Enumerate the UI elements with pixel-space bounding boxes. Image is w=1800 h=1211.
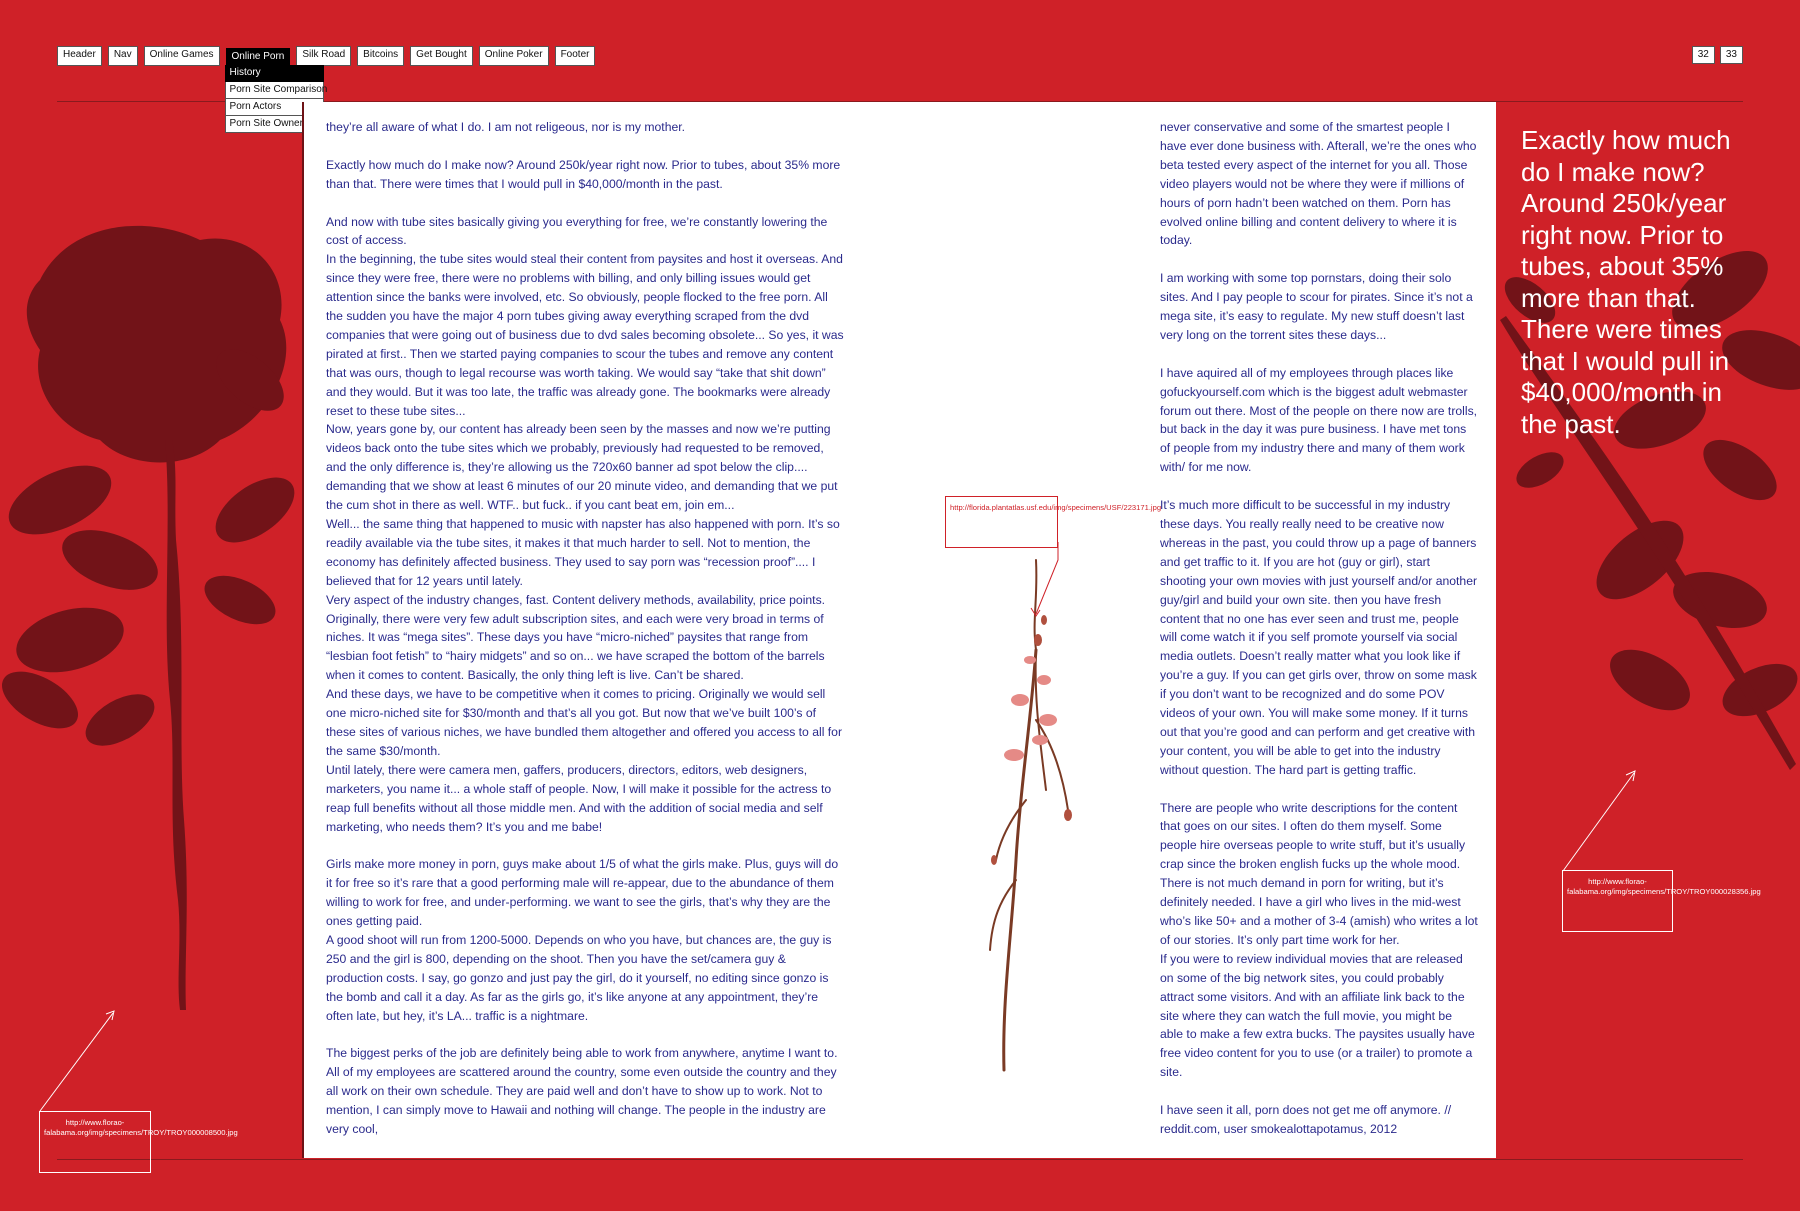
article-paragraph: I have seen it all, porn does not get me off anymore. // reddit.com, user smokealottapotamus, 2012 xyxy=(1160,1103,1452,1136)
article-paragraph: The biggest perks of the job are definitely being able to work from anywhere, anytime I want to. All of my employees are scattered around the country, some even outside the country and they all work on their own schedule. They are paid well and don’t have to show up to work. Not to mention, I can simply move to Hawaii and nothing will change. The people in the industry are very cool, xyxy=(326,1046,838,1136)
article-paragraph: they’re all aware of what I do. I am not religeous, nor is my mother. xyxy=(326,120,686,134)
article-column-right xyxy=(1160,118,1478,1139)
article-paragraph: Now, years gone by, our content has already been seen by the masses and now we’re putting videos back onto the tube sites which we probably, previously had requested to be removed, and the only difference is, they’re allowing us the 720x60 banner ad spot below the clip.... demanding that we show at least 6 minutes of our 20 minute video, and demanding that we put the cum shot in there as well. WTF.. but fuck.. if you cant beat em, join em... xyxy=(326,422,838,513)
section-nav xyxy=(57,46,595,129)
pull-quote: Exactly how much do I make now? Around 250k/year right now. Prior to tubes, about 35% more than that. There were times that I would pull in $40,000/month in the past. xyxy=(1521,125,1731,439)
nav-nav[interactable]: Nav xyxy=(108,46,138,66)
nav-get-bought[interactable]: Get Bought xyxy=(410,46,473,66)
center-image-caption: http://florida.plantatlas.usf.edu/img/specimens/USF/223171.jpg xyxy=(945,496,1058,548)
article-paragraph: I am working with some top pornstars, doing their solo sites. And I pay people to scour for pirates. Since it’s not a mega site, it’s easy to regulate. My new stuff doesn’t last very long on the torrent sites these days... xyxy=(1160,271,1473,342)
bottom-rule xyxy=(57,1159,1743,1160)
article-paragraph: Until lately, there were camera men, gaffers, producers, directors, editors, web designers, marketers, you name it... a whole staff of people. Now, I will make it possible for the actress to reap full benefits without all those middle men. And with the addition of social media and self marketing, who needs them? It’s you and me babe! xyxy=(326,762,832,834)
article-paragraph: Exactly how much do I make now? Around 250k/year right now. Prior to tubes, about 35% more than that. There were times that I would pull in $40,000/month in the past. xyxy=(326,157,841,191)
article-paragraph: Girls make more money in porn, guys make about 1/5 of what the girls make. Plus, guys will do it for free so it’s rare that a good performing male will re-appear, due to the abundance of them willing to work for free, and under-performing. we want to see the girls, that’s why they are the ones getting paid. xyxy=(326,857,839,929)
right-image-caption: http://www.florao-falabama.org/img/specimens/TROY/TROY000028356.jpg xyxy=(1562,870,1673,932)
article-paragraph: Well... the same thing that happened to music with napster has also happened with porn. It’s so readily available via the tube sites, it makes it that much harder to sell. Not to mention, the economy has definitely affected business. They used to say porn was “recession proof”.... I believed that for 12 years until lately. xyxy=(326,517,840,588)
article-paragraph: And now with tube sites basically giving you everything for free, we’re constantly lowering the cost of access. xyxy=(326,214,828,248)
article-paragraph: never conservative and some of the smartest people I have ever done business with. Afterall, we’re the ones who beta tested every aspect of the internet for you all. Those video players would not be where they were if millions of hours of porn hadn’t been watched on them. Porn has evolved online billing and content delivery to where it is today. xyxy=(1160,120,1477,248)
rose-silhouette-left xyxy=(0,226,306,1010)
nav-bitcoins[interactable]: Bitcoins xyxy=(357,46,404,66)
nav-header[interactable]: Header xyxy=(57,46,102,66)
dropdown-item-history[interactable]: History xyxy=(225,65,324,82)
article-paragraph: There are people who write descriptions for the content that goes on our sites. I often do them myself. Some people hire overseas people to write stuff, but it’s usually crap since the broken english fucks up the whole mood. There is not much demand in porn for writing, but it’s definitely needed. I have a girl who lives in the mid-west who’s like 50+ and a mother of 3-4 (amish) who writes a lot of our stories. It’s only part time work for her. xyxy=(1160,800,1478,947)
nav-online-porn[interactable]: Online Porn xyxy=(226,48,291,66)
dropdown-item-porn-site-comparison[interactable]: Porn Site Comparison xyxy=(225,82,324,99)
article-paragraph: If you were to review individual movies that are released on some of the big network sites, you could probably attract some visitors. And with an affiliate link back to the site where they can watch the full movie, you might be able to make a few extra bucks. The paysites usually have free video content for you to use (or a trailer) to promote a site. xyxy=(1160,951,1475,1080)
nav-online-poker[interactable]: Online Poker xyxy=(479,46,549,66)
article-paragraph: It’s much more difficult to be successful in my industry these days. You really really need to be creative now whereas in the past, you could throw up a page of banners and get traffic to it. If you are hot (guy or girl), start shooting your own movies with just yourself and/or another guy/girl and build your own site. then you have fresh content that no one has ever seen and trust me, people will come watch it if you self promote yourself via social media outlets. Doesn’t really matter what you look like if you’re a guy. If you can get girls over, throw on some mask if you don’t want to be recognized and do some POV videos of your own. You will make some money. If it turns out that you’re good and can perform and get creative with your content, you will be able to get into the industry without question. The hard part is getting traffic. xyxy=(1160,498,1478,777)
nav-silk-road[interactable]: Silk Road xyxy=(296,46,351,66)
dropdown-item-porn-site-owner[interactable]: Porn Site Owner xyxy=(225,116,324,133)
article-paragraph: A good shoot will run from 1200-5000. Depends on who you have, but chances are, the guy is 250 and the girl is 800, depending on the shoot. Then you have the set/camera guy & production costs. I say, go gonzo and just pay the girl, do it yourself, no editing since gonzo is the bomb and call it a day. As far as the girls go, it’s like anyone at any appointment, they’re often late, but hey, it’s LA... traffic is a nightmare. xyxy=(326,932,832,1023)
left-image-caption: http://www.florao-falabama.org/img/specimens/TROY/TROY000008500.jpg xyxy=(39,1111,151,1173)
page-number-right[interactable]: 33 xyxy=(1720,46,1743,64)
article-paragraph: In the beginning, the tube sites would steal their content from paysites and host it overseas. And since they were free, there were no problems with billing, and only billing issues would get attention since the banks were involved, etc. So obviously, people flocked to the free porn. All the sudden you have the major 4 porn tubes giving away everything scraped from the dvd companies that were going out of business due to dvd sales becoming obsolete... So yes, it was pirated at first.. Then we started paying companies to scour the tubes and remove any content that was ours, though to legal recourse was worth taking. We would say “take that shit down” and they would. But it was too late, the traffic was already gone. The bookmarks were already reset to these tube sites... xyxy=(326,252,844,418)
page-number-left[interactable]: 32 xyxy=(1692,46,1715,64)
page-numbers xyxy=(1692,46,1743,64)
article-paragraph: And these days, we have to be competitive when it comes to pricing. Originally we would sell one micro-niched site for $30/month and that’s all you got. But now that we’ve built 100’s of these sites of various niches, we have bundled them altogether and offered you access to all for the same $30/month. xyxy=(326,687,843,758)
dropdown-item-porn-actors[interactable]: Porn Actors xyxy=(225,99,324,116)
nav-online-games[interactable]: Online Games xyxy=(144,46,220,66)
article-column-left xyxy=(326,118,846,1139)
nav-footer[interactable]: Footer xyxy=(555,46,596,66)
article-paragraph: I have aquired all of my employees through places like gofuckyourself.com which is the biggest adult webmaster forum out there. Most of the people on there now are trolls, but back in the day it was pure business. I have met tons of people from my industry there and many of them work with/ for me now. xyxy=(1160,365,1478,475)
article-paragraph: Very aspect of the industry changes, fast. Content delivery methods, availability, price points. Originally, there were very few adult subscription sites, and each were very broad in terms of niches. It was “mega sites”. These days you have “micro-niched” paysites that range from “lesbian foot fetish” to “hairy midgets” and so on... we have scraped the bottom of the barrels when it comes to content. Basically, the only thing left is live. Can’t be shared. xyxy=(326,592,826,683)
